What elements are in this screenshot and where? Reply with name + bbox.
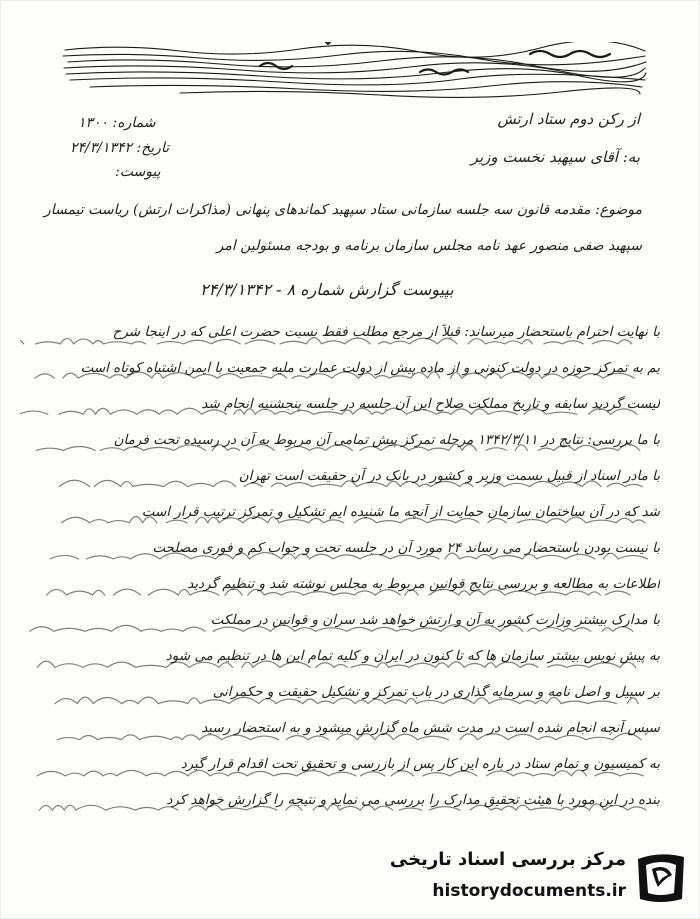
body-line <box>20 754 660 784</box>
body-line <box>20 718 660 748</box>
ink-strokes <box>20 574 660 604</box>
body-line-text: با مدارک بیشتر وزارت کشور به آن و ارتش خواهد شد سران و قوانین در مملکت <box>210 612 660 628</box>
report-number: بپیوست گزارش شماره ۸ - ۲۴/۳/۱۳۴۲ <box>200 280 454 299</box>
body-line-text: سپس آنچه انجام شده است در مدت شش ماه گزارش میشود و به استحضار رسید <box>201 720 660 736</box>
body-line-text: بنده در این مورد با هیئت تحقیق مدارک را بررسی می نماید و نتیجه را گزارش خواهد کرد <box>166 792 660 808</box>
body-line <box>20 538 660 568</box>
ink-strokes <box>20 502 660 532</box>
body-line-text: لیست گردید سابقه و تاریخ مملکت صلاح این آن جلسه در جلسه پنجشنبه انجام شد <box>201 396 660 412</box>
body-line-text: بر سبیل و اصل نامه و سرمایه گذاری در باب تمرکز و تشکیل حقیقت و حکمرانی <box>212 684 660 700</box>
body-line <box>20 790 660 820</box>
subject-line-1: موضوع: مقدمه قانون سه جلسه سازمانی ستاد سپهبد کماندهای پنهانی (مذاکرات ارتش) ریاست تیمسار <box>43 202 642 218</box>
ink-strokes <box>20 538 660 568</box>
body-line <box>20 394 660 424</box>
ink-strokes <box>20 646 660 676</box>
ink-strokes <box>20 610 660 640</box>
body-line-text: با نیست بودن باستحضار می رساند ۲۴ مورد آن در جلسه تحت و جواب کم و فوری مصلحت <box>152 540 660 556</box>
number-label: شماره: ۱۳۰۰ <box>78 115 156 131</box>
body-line <box>20 358 660 388</box>
ink-strokes <box>20 466 660 496</box>
body-line-text: با نهایت احترام باستحضار میرساند: قبلاً از مرجع مطلب فقط نسبت حضرت اعلی که در اینجا شرح <box>112 324 660 340</box>
body-line-text: شد که در آن ساختمان سازمان حمایت از آنچه ما شنیده ایم تشکیل و تمرکز ترتیب قرار است <box>141 504 660 520</box>
body-line <box>20 574 660 604</box>
body-line-text: یم به تمرکز حوزه در دولت کنونی و از ماده پیش از دولت عمارت ملیه جمعیت با ایمن اشتباه کوتاه است <box>80 360 660 376</box>
subject-line-2: سپهبد صفی منصور عهد نامه مجلس سازمان برنامه و بودجه مسئولین امر <box>216 238 642 254</box>
watermark-url: historydocuments.ir <box>432 881 626 901</box>
watermark-title: مرکز بررسی اسناد تاریخی <box>389 849 626 870</box>
attachment-label: پیوست: <box>115 164 161 180</box>
from-line: به: آقای سپهبد نخست وزیر <box>470 148 640 166</box>
body-line <box>20 646 660 676</box>
body-line-text: با مادر اسناد از قبیل بسمت وزیر و کشور در بانک در آن حقیقت است تهران <box>238 468 660 484</box>
ink-strokes <box>20 430 660 460</box>
ink-strokes <box>20 322 660 352</box>
body-line <box>20 430 660 460</box>
body-line <box>20 466 660 496</box>
ink-strokes <box>20 790 660 820</box>
document-scroll-emblem-icon <box>632 849 690 907</box>
body-line <box>20 502 660 532</box>
body-line <box>20 322 660 352</box>
body-line <box>20 610 660 640</box>
body-line-text: اطلاعات به مطالعه و بررسی نتایج قوانین مربوط به مجلس نوشته شد و تنظیم گردید <box>187 576 660 592</box>
ink-strokes <box>20 682 660 712</box>
ink-strokes <box>20 718 660 748</box>
ink-strokes <box>20 358 660 388</box>
body-line-text: به پیش نویس بیشتر سازمان ها که تا کنون در ایران و کلیه تمام این ها در تنظیم می شود <box>165 648 660 664</box>
ink-strokes <box>20 394 660 424</box>
watermark <box>389 845 690 913</box>
body-line-text: به کمیسیون و تمام ستاد در باره این کار پس از بازرسی و تحقیق تحت اقدام قرار گیرد <box>180 756 660 772</box>
body-line-text: با ما بررسی: نتایج در ۱۳۴۲/۳/۱۱ مرحله تمرکز پیش تمامی آن مربوط به آن در رسیده تحت فرمان <box>113 432 660 448</box>
to-line: از رکن دوم ستاد ارتش <box>497 110 640 128</box>
ink-strokes <box>20 754 660 784</box>
date-label: تاریخ: ۲۴/۳/۱۳۴۲ <box>70 140 170 156</box>
body-line <box>20 682 660 712</box>
